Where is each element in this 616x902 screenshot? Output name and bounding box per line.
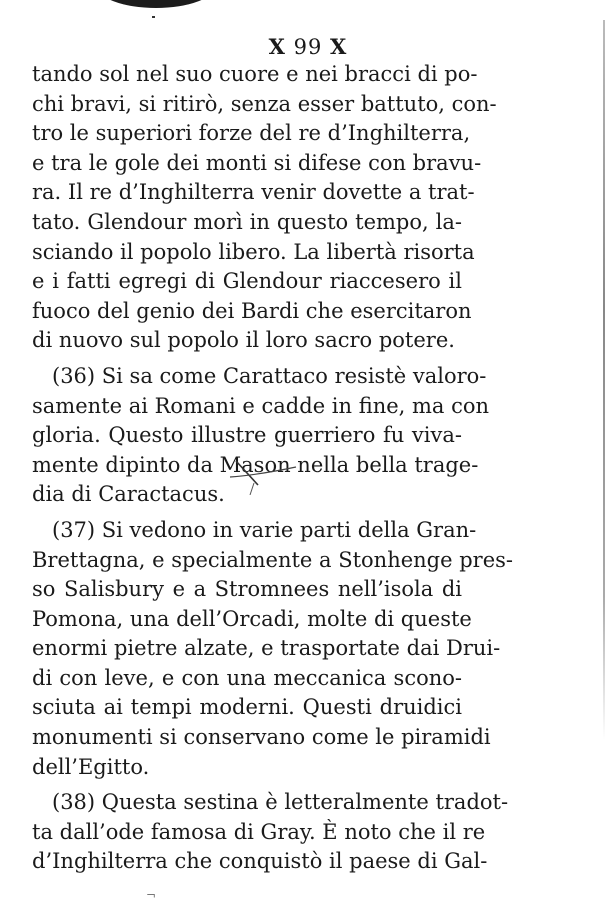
text-line: (37) Si vedono in varie parti della Gran- <box>52 517 477 542</box>
text-line: sciando il popolo libero. La libertà risorta <box>32 239 475 264</box>
pen-mark-icon <box>228 455 308 495</box>
text-line: ta dall’ode famosa di Gray. È noto che il re <box>32 819 486 844</box>
paragraph-continued <box>32 60 497 356</box>
text-line: fuoco del genio dei Bardi che esercitaron <box>32 298 472 323</box>
text-line: dell’Egitto. <box>32 754 150 779</box>
text-line: so Salisbury e a Stromnees nell’isola di <box>32 577 462 602</box>
scan-speck-bottom: ¬ <box>146 888 157 902</box>
footnote-37 <box>32 516 514 782</box>
header-ornament-left: Ⅹ <box>268 34 286 59</box>
text-line: Pomona, una dell’Orcadi, molte di queste <box>32 606 472 631</box>
text-line: chi bravi, si ritirò, senza esser battuto, con- <box>32 91 497 116</box>
text-line: enormi pietre alzate, e trasportate dai Drui- <box>32 636 501 661</box>
text-line: tando sol nel suo cuore e nei bracci di po- <box>32 62 478 86</box>
text-line: samente ai Romani e cadde in fine, ma con <box>32 393 490 418</box>
text-line: gloria. Questo illustre guerriero fu viva- <box>32 423 462 448</box>
text-line: mente dipinto da Mason nella bella trage- <box>32 452 479 477</box>
text-line: di nuovo sul popolo il loro sacro potere. <box>32 328 455 353</box>
text-line: tro le superiori forze del re d’Inghilterra, <box>32 121 471 146</box>
text-line: tato. Glendour morì in questo tempo, la- <box>32 209 462 234</box>
text-line: ra. Il re d’Inghilterra venir dovette a trat- <box>32 180 475 205</box>
text-line: dia di Caractacus. <box>32 482 225 507</box>
text-line: d’Inghilterra che conquistò il paese di Gal- <box>32 849 488 874</box>
text-line: e tra le gole dei monti si difese con bravu- <box>32 150 482 175</box>
text-line: di con leve, e con una meccanica scono- <box>32 665 462 690</box>
text-line: e i fatti egregi di Glendour riaccesero il <box>32 269 462 294</box>
text-line: (36) Si sa come Carattaco resistè valoro- <box>52 363 487 388</box>
header-ornament-right: Ⅹ <box>330 34 348 59</box>
text-line: (38) Questa sestina è letteralmente tradot- <box>52 790 509 815</box>
page-number: 99 <box>293 35 323 59</box>
scan-shadow-arc <box>96 0 216 8</box>
footnote-38 <box>32 788 509 877</box>
page-edge-shadow <box>603 20 605 740</box>
text-line: sciuta ai tempi moderni. Questi druidici <box>32 695 462 720</box>
page-header <box>0 34 616 59</box>
text-line: Brettagna, e specialmente a Stonhenge pres- <box>32 547 514 572</box>
scan-speck <box>152 16 155 18</box>
text-line: monumenti si conservano come le piramidi <box>32 725 491 750</box>
